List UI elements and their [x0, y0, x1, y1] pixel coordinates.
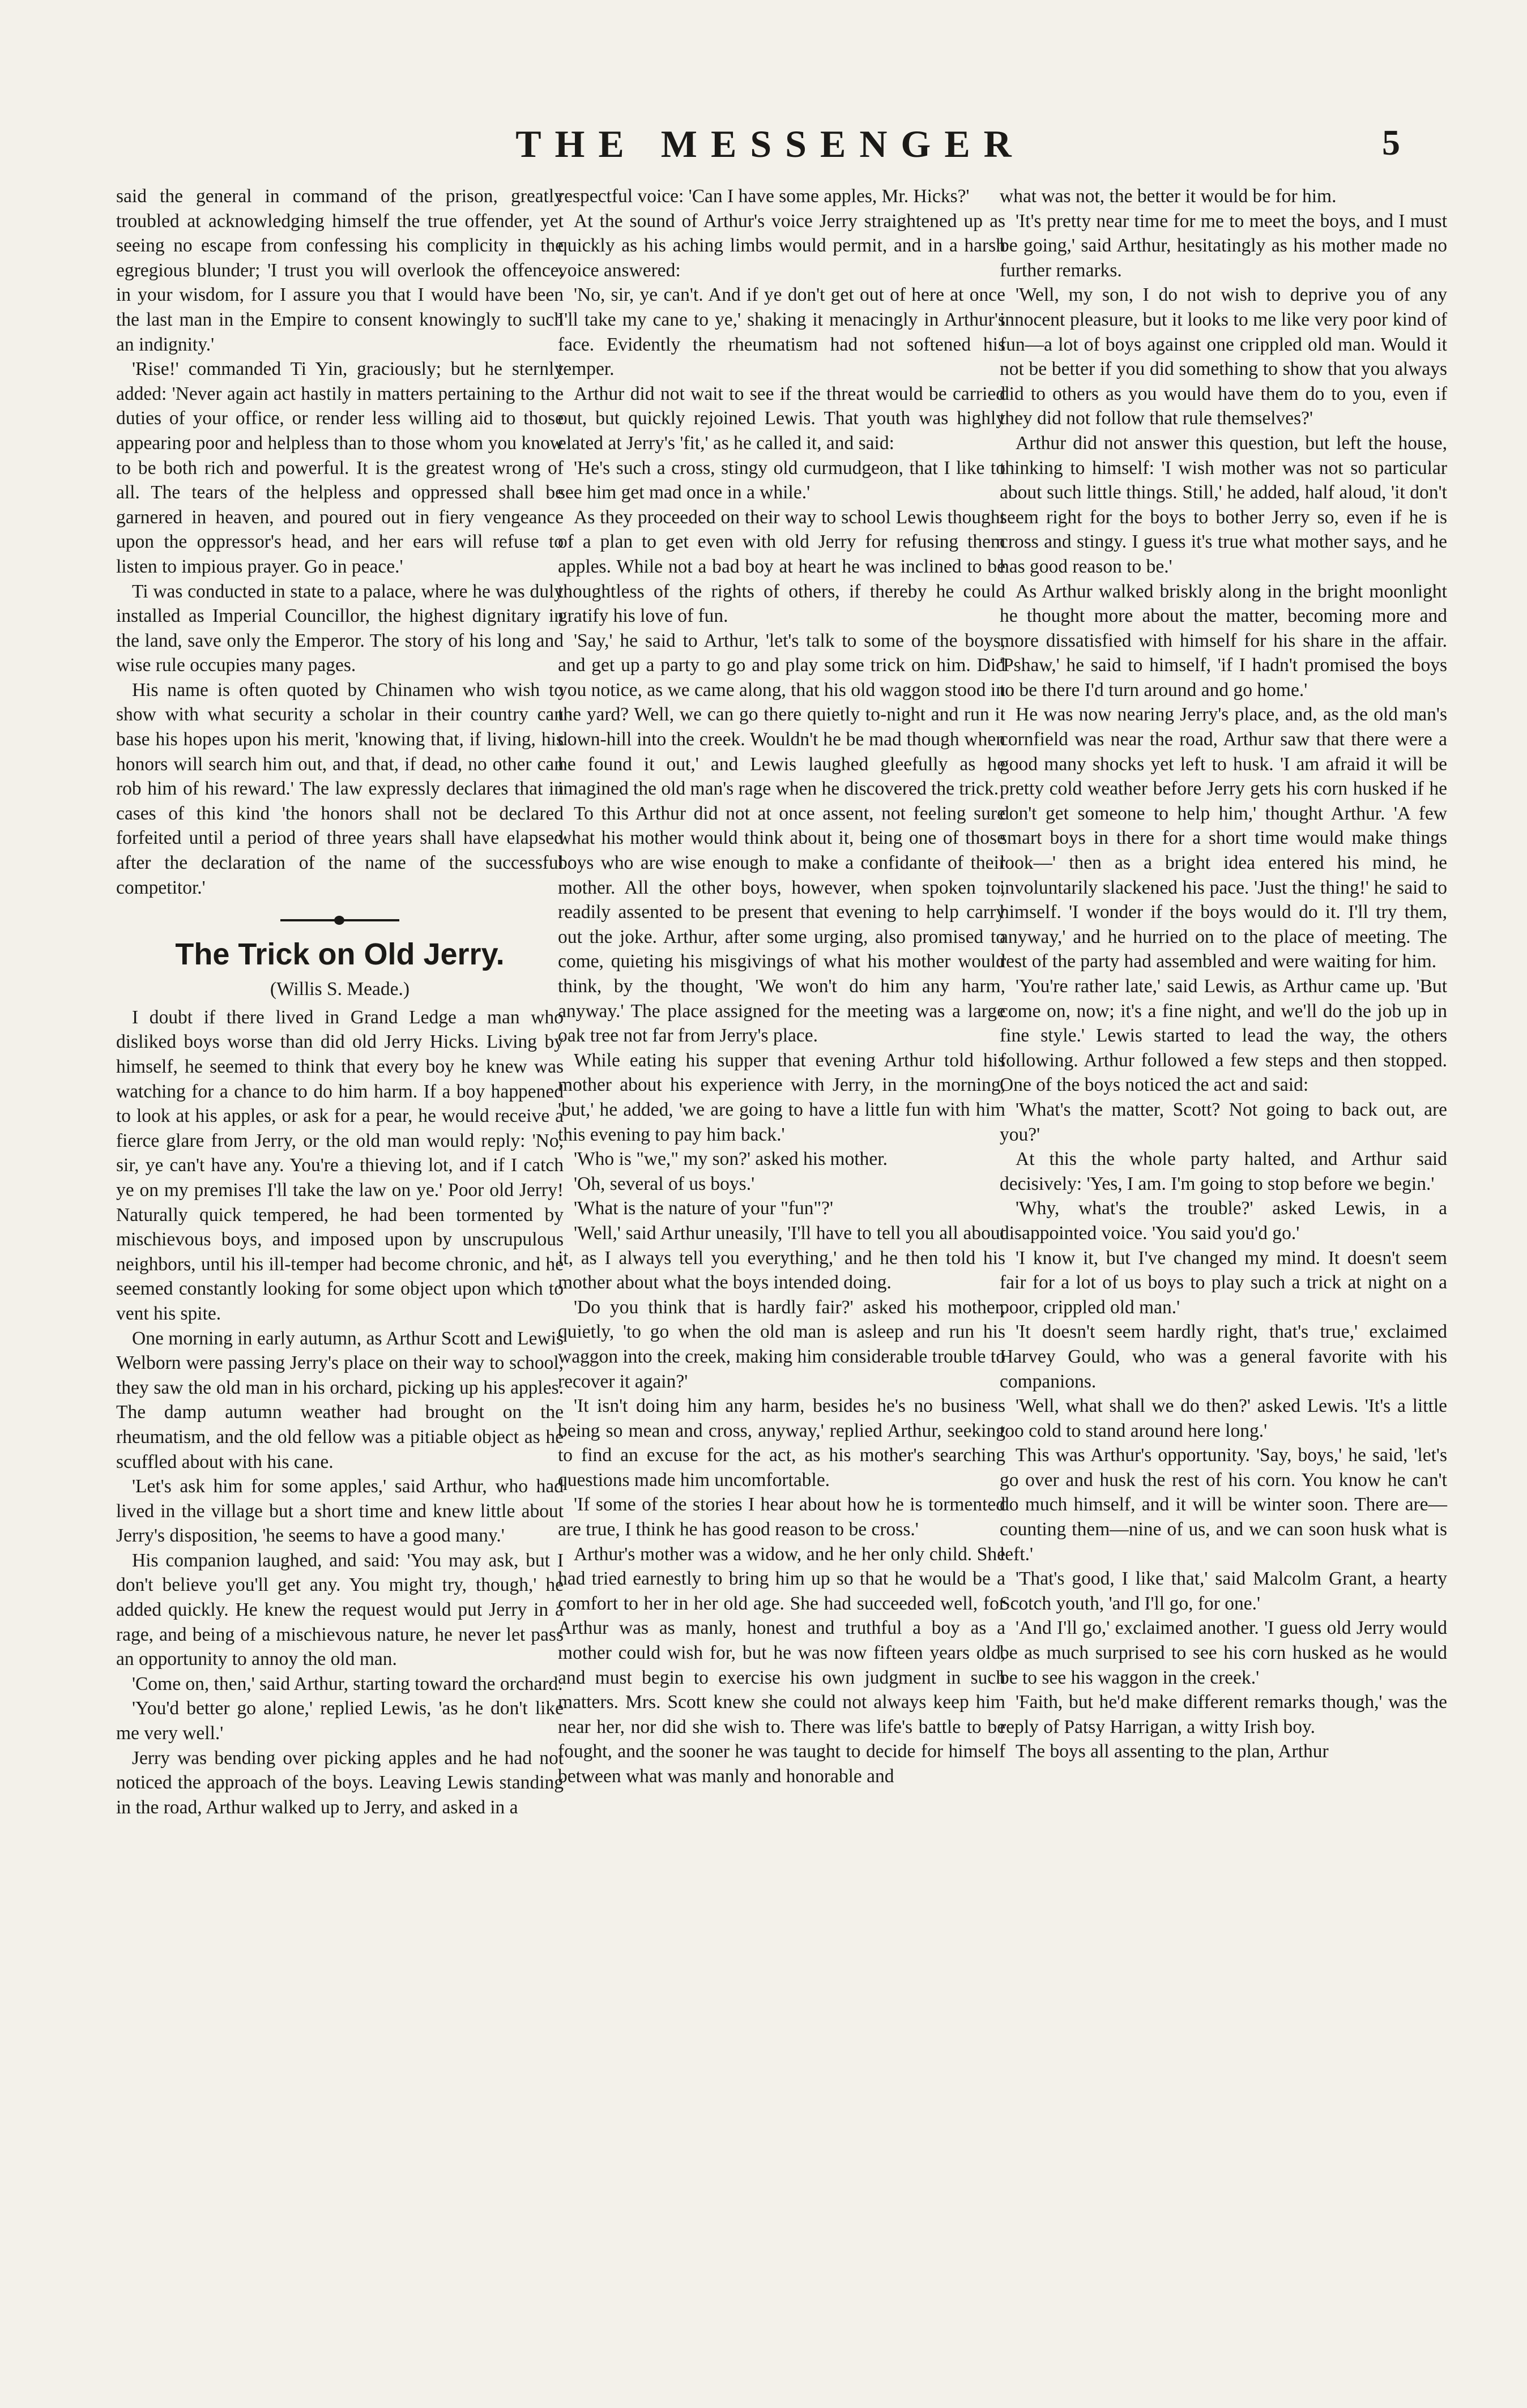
paragraph: 'Oh, several of us boys.' [574, 1173, 755, 1194]
paragraph: respectful voice: 'Can I have some apples, Mr. Hicks?' [558, 186, 970, 207]
paragraph: As Arthur walked briskly along in the bright moonlight he thought more about the matter, becoming more and more dissatisfied with himself for his share in the affair. 'Pshaw,' he said to himself, 'if I hadn't promised the boys to be there I'd turn around and go home.' [1000, 580, 1447, 701]
column-2 [558, 184, 1005, 1789]
paragraph: 'He's such a cross, stingy old curmudgeon, that I like to see him get mad once in a while.' [558, 457, 1005, 503]
paragraph: 'No, sir, ye can't. And if ye don't get out of here at once I'll take my cane to ye,' shaking it menacingly in Arthur's face. Evidently the rheumatism had not softened his temper. [558, 284, 1005, 380]
paragraph: Jerry was bending over picking apples and he had not noticed the approach of the boys. Leaving Lewis standing in the road, Arthur walked up to Jerry, and asked in a [116, 1747, 564, 1818]
paragraph: 'Well, what shall we do then?' asked Lewis. 'It's a little too cold to stand around here long.' [1000, 1395, 1447, 1441]
page-number: 5 [1382, 122, 1400, 163]
paragraph: 'Do you think that is hardly fair?' asked his mother, quietly, 'to go when the old man is asleep and run his waggon into the creek, making him considerable trouble to recover it again?' [558, 1296, 1005, 1392]
masthead [0, 0, 1527, 170]
paragraph: His name is often quoted by Chinamen who wish to show with what security a scholar in their country can base his hopes upon his merit, 'knowing that, if living, his honors will search him out, and that, if dead, no other can rob him of his reward.' The law expressly declares that in cases of this kind 'the honors shall not be declared forfeited until a period of three years shall have elapsed after the declaration of the name of the successful competitor.' [116, 679, 564, 898]
paragraph: what was not, the better it would be for him. [1000, 186, 1337, 207]
byline: (Willis S. Meade.) [270, 979, 410, 1000]
paragraph: 'It isn't doing him any harm, besides he's no business being so mean and cross, anyway,' replied Arthur, seeking to find an excuse for the act, as his mother's searching questions made him uncomfortable. [558, 1395, 1005, 1491]
paragraph: One morning in early autumn, as Arthur Scott and Lewis Welborn were passing Jerry's place on their way to school, they saw the old man in his orchard, picking up his apples. The damp autumn weather had brought on the rheumatism, and the old fellow was a pitiable object as he scuffled about with his cane. [116, 1327, 564, 1472]
paragraph: 'Who is "we," my son?' asked his mother. [574, 1149, 888, 1170]
paragraph: Ti was conducted in state to a palace, where he was duly installed as Imperial Councillor, the highest dignitary in the land, save only the Emperor. The story of his long and wise rule occupies many pages. [116, 580, 564, 676]
paragraph: While eating his supper that evening Arthur told his mother about his experience with Jerry, in the morning, 'but,' he added, 'we are going to have a little fun with him this evening to pay him back.' [558, 1049, 1005, 1145]
paragraph: said the general in command of the prison, greatly troubled at acknowledging himself the true offender, yet seeing no escape from confessing his complicity in the egregious blunder; 'I trust you will overlook the offence, in your wisdom, for I assure you that I would have been the last man in the Empire to consent knowingly to such an indignity.' [116, 186, 564, 355]
paragraph: 'That's good, I like that,' said Malcolm Grant, a hearty Scotch youth, 'and I'll go, for one.' [1000, 1568, 1447, 1614]
paragraph: His companion laughed, and said: 'You may ask, but I don't believe you'll get any. You might try, though,' he added quickly. He knew the request would put Jerry in a rage, and being of a mischievous nature, he never let pass an opportunity to annoy the old man. [116, 1549, 564, 1670]
paragraph: 'Well,' said Arthur uneasily, 'I'll have to tell you all about it, as I always tell you everything,' and he then told his mother about what the boys intended doing. [558, 1222, 1005, 1293]
column-3 [1000, 184, 1447, 1764]
paragraph: At the sound of Arthur's voice Jerry straightened up as quickly as his aching limbs would permit, and in a harsh voice answered: [558, 210, 1005, 281]
section-divider [280, 919, 399, 921]
paragraph: 'Rise!' commanded Ti Yin, graciously; but he sternly added: 'Never again act hastily in matters pertaining to the duties of your office, or render less willing aid to those appearing poor and helpless than to those whom you know to be both rich and powerful. It is the greatest wrong of all. The tears of the helpless and oppressed shall be garnered in heaven, and poured out in fiery vengeance upon the oppressor's head, and her ears will refuse to listen to impious prayer. Go in peace.' [116, 358, 564, 577]
paragraph: 'Say,' he said to Arthur, 'let's talk to some of the boys, and get up a party to go and play some trick on him. Did you notice, as we came along, that his old waggon stood in the yard? Well, we can go there quietly to-night and run it down-hill into the creek. Wouldn't he be mad though when he found it out,' and Lewis laughed gleefully as he imagined the old man's rage when he discovered the trick. [558, 630, 1005, 800]
paragraph: At this the whole party halted, and Arthur said decisively: 'Yes, I am. I'm going to stop before we begin.' [1000, 1149, 1447, 1194]
paragraph: 'You're rather late,' said Lewis, as Arthur came up. 'But come on, now; it's a fine night, and we'll do the job up in fine style.' Lewis started to lead the way, the others following. Arthur followed a few steps and then stopped. One of the boys noticed the act and said: [1000, 976, 1447, 1096]
paragraph: As they proceeded on their way to school Lewis thought of a plan to get even with old Jerry for refusing them apples. While not a bad boy at heart he was inclined to be thoughtless of the rights of others, if thereby he could gratify his love of fun. [558, 506, 1005, 627]
story-title: The Trick on Old Jerry. [175, 937, 505, 972]
paragraph: 'Come on, then,' said Arthur, starting toward the orchard. [132, 1673, 563, 1694]
column-1 [116, 184, 564, 1820]
paragraph: Arthur did not answer this question, but left the house, thinking to himself: 'I wish mother was not so particular about such little things. Still,' he added, half aloud, 'it don't seem right for the boys to bother Jerry so, even if he is cross and stingy. I guess it's true what mother says, and he has good reason to be.' [1000, 432, 1447, 577]
paragraph: 'I know it, but I've changed my mind. It doesn't seem fair for a lot of us boys to play such a trick at night on a poor, crippled old man.' [1000, 1247, 1447, 1318]
paragraph: Arthur's mother was a widow, and he her only child. She had tried earnestly to bring him up so that he would be a comfort to her in her old age. She had succeeded well, for Arthur was as manly, honest and truthful a boy as a mother could wish for, but he was now fifteen years old, and must begin to exercise his own judgment in such matters. Mrs. Scott knew she could not always keep him near her, nor did she wish to. There was life's battle to be fought, and the sooner he was taught to decide for himself between what was manly and honorable and [558, 1543, 1005, 1787]
paragraph: 'You'd better go alone,' replied Lewis, 'as he don't like me very well.' [116, 1698, 564, 1744]
paragraph: The boys all assenting to the plan, Arthur [1016, 1741, 1329, 1762]
paragraph: 'Faith, but he'd make different remarks though,' was the reply of Patsy Harrigan, a witty Irish boy. [1000, 1692, 1447, 1737]
paragraph: This was Arthur's opportunity. 'Say, boys,' he said, 'let's go over and husk the rest of his corn. You know he can't do much himself, and it will be winter soon. There are—counting them—nine of us, and we can soon husk what is left.' [1000, 1445, 1447, 1565]
paragraph: 'What's the matter, Scott? Not going to back out, are you?' [1000, 1099, 1447, 1145]
paragraph: I doubt if there lived in Grand Ledge a man who disliked boys worse than did old Jerry Hicks. Living by himself, he seemed to think that every boy he knew was watching for a chance to do him harm. If a boy happened to look at his apples, or ask for a pear, he would receive a fierce glare from Jerry, or the old man would reply: 'No, sir, ye can't have any. You're a thieving lot, and if I catch ye on my premises I'll take the law on ye.' Poor old Jerry! Naturally quick tempered, he had been tormented by mischievous boys, and imposed upon by unscrupulous neighbors, until his ill-temper had become chronic, and he seemed constantly looking for some object upon which to vent his spite. [116, 1006, 564, 1324]
newspaper-title: THE MESSENGER [515, 122, 1025, 165]
paragraph: Arthur did not wait to see if the threat would be carried out, but quickly rejoined Lewis. That youth was highly elated at Jerry's 'fit,' as he called it, and said: [558, 383, 1005, 454]
paragraph: 'And I'll go,' exclaimed another. 'I guess old Jerry would be as much surprised to see his corn husked as he would be to see his waggon in the creek.' [1000, 1617, 1447, 1688]
paragraph: He was now nearing Jerry's place, and, as the old man's cornfield was near the road, Arthur saw that there were a good many shocks yet left to husk. 'I am afraid it will be pretty cold weather before Jerry gets his corn husked if he don't get someone to help him,' thought Arthur. 'A few smart boys in there for a short time would make things look—' then as a bright idea entered his mind, he involuntarily slackened his pace. 'Just the thing!' he said to himself. 'I wonder if the boys would do it. I'll try them, anyway,' and he hurried on to the place of meeting. The rest of the party had assembled and were waiting for him. [1000, 704, 1447, 972]
paragraph: 'Why, what's the trouble?' asked Lewis, in a disappointed voice. 'You said you'd go.' [1000, 1198, 1447, 1244]
paragraph: 'It's pretty near time for me to meet the boys, and I must be going,' said Arthur, hesitatingly as his mother made no further remarks. [1000, 210, 1447, 281]
paragraph: 'What is the nature of your "fun"?' [574, 1198, 834, 1219]
paragraph: 'If some of the stories I hear about how he is tormented are true, I think he has good reason to be cross.' [558, 1494, 1005, 1540]
paragraph: 'Well, my son, I do not wish to deprive you of any innocent pleasure, but it looks to me like very poor kind of fun—a lot of boys against one crippled old man. Would it not be better if you did something to show that you always did to others as you would have them do to you, even if they did not follow that rule themselves?' [1000, 284, 1447, 429]
paragraph: To this Arthur did not at once assent, not feeling sure what his mother would think about it, being one of those boys who are wise enough to make a confidante of their mother. All the other boys, however, when spoken to, readily assented to be present that evening to help carry out the joke. Arthur, after some urging, also promised to come, quieting his misgivings of what his mother would think, by the thought, 'We won't do him any harm, anyway.' The place assigned for the meeting was a large oak tree not far from Jerry's place. [558, 802, 1005, 1047]
paragraph: 'Let's ask him for some apples,' said Arthur, who had lived in the village but a short time and knew little about Jerry's disposition, 'he seems to have a good many.' [116, 1476, 564, 1547]
paragraph: 'It doesn't seem hardly right, that's true,' exclaimed Harvey Gould, who was a general favorite with his companions. [1000, 1321, 1447, 1392]
